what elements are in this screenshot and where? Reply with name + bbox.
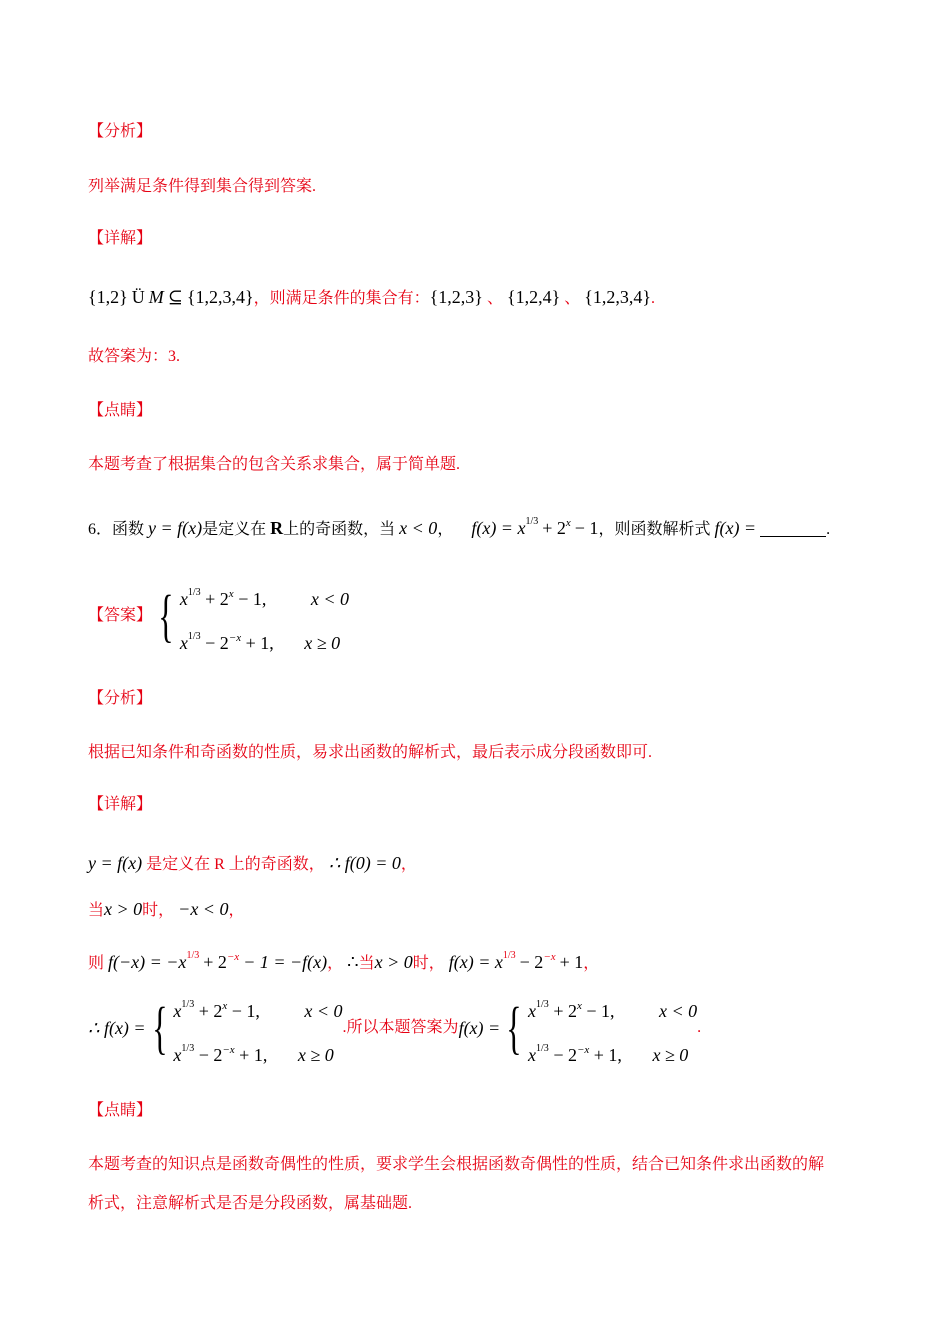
answer-r1-x: x [179, 589, 188, 609]
q6-y-eq-fx: y = f(x) [148, 518, 203, 538]
d4-mid: .所以本题答案为 [342, 1019, 459, 1036]
d4-p2-r2-b: − 2 [553, 1045, 577, 1065]
analysis-text-2: 根据已知条件和奇函数的性质，易求出函数的解析式，最后表示成分段函数即可. [88, 744, 653, 761]
q6-exp: 1/3 [525, 516, 539, 527]
d4-p2-r2-c: −x [576, 1044, 590, 1056]
d2-math2: −x < 0 [178, 899, 229, 919]
d3-a: 则 [88, 955, 105, 972]
d4-p2-r1-c: x [576, 1000, 582, 1012]
d3-d: 时， [412, 955, 445, 972]
label-comment-2: 【点睛】 [88, 1102, 153, 1119]
math-subseteq: ⊆ [167, 287, 183, 307]
answer-r2-plus1: + 1, [245, 633, 274, 653]
q6-period: . [826, 521, 831, 538]
d4-p2-r2-exp: 1/3 [536, 1043, 549, 1054]
q6-then: ，则函数解析式 [598, 521, 711, 538]
d3-therefore: ∴ [347, 952, 359, 972]
d4-p2-r1-x: x [528, 1001, 537, 1021]
d3-math3d: + 1 [559, 952, 584, 972]
d3-math1b: + 2 [203, 952, 227, 972]
d1-end: ， [400, 856, 417, 873]
label-detail-2: 【详解】 [88, 796, 153, 813]
d3-exp1: 1/3 [186, 950, 200, 961]
d3-math3b: − 2 [519, 952, 544, 972]
d3-math2: x > 0 [374, 952, 413, 972]
comment-text-1: 本题考查了根据集合的包含关系求集合，属于简单题. [88, 456, 461, 473]
d3-end: ， [583, 955, 600, 972]
answer-line: 故答案为：3. [88, 348, 181, 365]
detail-line-2 [88, 898, 244, 922]
brace-icon: { [506, 995, 522, 1060]
label-detail-1: 【详解】 [88, 230, 153, 247]
q6-xsup: x [565, 517, 571, 529]
q6-plus2: + 2 [542, 518, 566, 538]
answer-piecewise [180, 572, 349, 660]
answer-r2-x: x [179, 633, 188, 653]
detail-line-1 [88, 852, 417, 876]
d4-p1-r1-x: x [173, 1001, 182, 1021]
d4-p1-r2-d: + 1, [239, 1045, 268, 1065]
d2-end: ， [228, 902, 245, 919]
d4-p1-row1 [173, 984, 342, 1028]
detail-mid-text: ，则满足条件的集合有： [253, 290, 430, 307]
d3-sup1: −x [226, 951, 240, 963]
brace-icon: { [158, 583, 174, 648]
answer-r1-sup: x [228, 588, 234, 600]
d2-math: x > 0 [104, 899, 143, 919]
answer-r1-plus2: + 2 [205, 589, 229, 609]
math-set-a: {1,2} [88, 287, 128, 307]
d4-p1-r1-exp: 1/3 [181, 999, 195, 1010]
d1-text: 是定义在 R 上的奇函数， [146, 856, 325, 873]
q6-odd: 上的奇函数，当 [283, 521, 396, 538]
d4-piecewise-1 [173, 984, 342, 1072]
brace-icon: { [151, 995, 168, 1060]
d4-p2-r1-exp: 1/3 [536, 999, 549, 1010]
d4-p2-r2-x: x [528, 1045, 537, 1065]
d4-p1-r2-c: −x [222, 1044, 235, 1056]
d4-p1-r2-b: − 2 [198, 1045, 223, 1065]
d1-math2: ∴ f(0) = 0 [328, 853, 401, 873]
q6-number: 6．函数 [88, 521, 145, 538]
detail-end: . [651, 290, 656, 307]
math-ans1: {1,2,3} [429, 287, 483, 307]
math-ans3: {1,2,3,4} [584, 287, 652, 307]
detail-line-3 [88, 946, 599, 975]
d4-p1-r2-cond: x ≥ 0 [297, 1045, 334, 1065]
answer-r2-minus2: − 2 [205, 633, 229, 653]
label-analysis-2: 【分析】 [88, 690, 153, 707]
d4-piecewise-2 [528, 984, 697, 1072]
d3-math1: f(−x) = −x [108, 952, 187, 972]
answer-r1-cond: x < 0 [310, 589, 349, 609]
answer-r1-exp: 1/3 [187, 587, 201, 598]
question-6 [88, 512, 830, 541]
answer-r2-exp: 1/3 [187, 631, 201, 642]
label-analysis-1: 【分析】 [88, 123, 153, 140]
q6-x-lt0: x < 0 [399, 518, 438, 538]
d4-p1-r2-x: x [173, 1045, 182, 1065]
sep-1: 、 [486, 290, 503, 307]
math-op: Ü [131, 287, 145, 307]
d3-b: ， [327, 955, 344, 972]
q6-minus1: − 1 [574, 518, 599, 538]
math-set-b: {1,2,3,4} [186, 287, 254, 307]
d4-p2-r1-b: + 2 [553, 1001, 577, 1021]
q6-comma: ， [437, 521, 454, 538]
d3-exp2: 1/3 [502, 950, 516, 961]
sep-2: 、 [564, 290, 581, 307]
d4-p2-r1-cond: x < 0 [659, 1001, 698, 1021]
answer-r2-sup: −x [228, 632, 242, 644]
d1-math: y = f(x) [88, 853, 143, 873]
d4-p2-r2-d: + 1, [593, 1045, 622, 1065]
q6-R: R [270, 518, 284, 538]
d4-p2-row1 [528, 984, 697, 1028]
answer-r2-cond: x ≥ 0 [304, 633, 341, 653]
d3-math1d: − 1 = −f(x) [243, 952, 328, 972]
d3-sup2: −x [543, 951, 556, 963]
comment-text-2a: 本题考查的知识点是函数奇偶性的性质，要求学生会根据函数奇偶性的性质，结合已知条件求出函数的解 [88, 1156, 825, 1173]
label-comment-1: 【点睛】 [88, 402, 153, 419]
answer-block [88, 572, 349, 658]
d3-math3: f(x) = x [448, 952, 503, 972]
comment-text-2b: 析式，注意解析式是否是分段函数，属基础题. [88, 1195, 413, 1212]
d3-c: 当 [358, 955, 375, 972]
q6-defined: 是定义在 [202, 521, 267, 538]
analysis-text-1: 列举满足条件得到集合得到答案. [88, 178, 317, 195]
d4-p2-row2 [528, 1028, 697, 1072]
d4-fx: f(x) = [458, 1018, 501, 1038]
q6-fx-eq: f(x) = x [471, 518, 526, 538]
d4-p1-r1-c: x [222, 1000, 228, 1012]
d4-pre: ∴ f(x) = [88, 1018, 146, 1038]
q6-fx: f(x) = [714, 518, 757, 538]
math-set-m: M [148, 287, 164, 307]
answer-row-1 [180, 572, 349, 616]
d2-b: 时， [142, 902, 175, 919]
d4-end: . [697, 1019, 702, 1036]
detail-set-line [88, 286, 655, 310]
d4-p1-r1-b: + 2 [198, 1001, 223, 1021]
d4-p1-row2 [173, 1028, 342, 1072]
detail-line-4 [88, 984, 701, 1070]
q6-answer-blank [760, 518, 826, 537]
label-answer: 【答案】 [88, 607, 153, 624]
d4-p1-r2-exp: 1/3 [181, 1043, 195, 1054]
math-ans2: {1,2,4} [506, 287, 561, 307]
answer-row-2 [180, 616, 349, 660]
d4-p2-r2-cond: x ≥ 0 [652, 1045, 689, 1065]
answer-r1-minus1: − 1, [238, 589, 267, 609]
d2-a: 当 [88, 902, 105, 919]
d4-p1-r1-cond: x < 0 [304, 1001, 343, 1021]
d4-p1-r1-d: − 1, [231, 1001, 260, 1021]
d4-p2-r1-d: − 1, [586, 1001, 615, 1021]
